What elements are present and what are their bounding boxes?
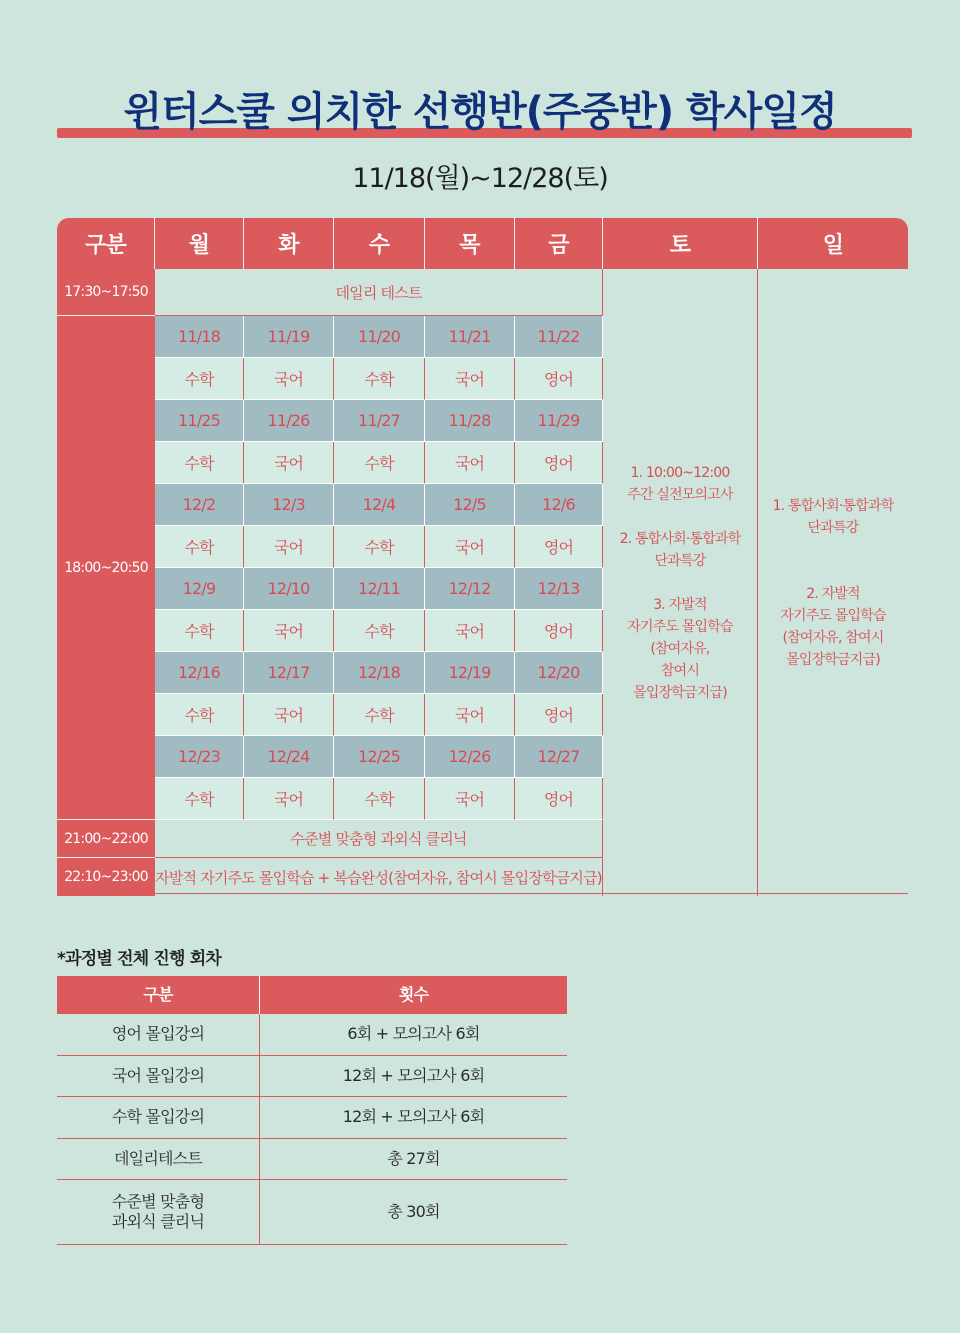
date-cell: 12/2	[155, 484, 244, 526]
date-cell: 11/19	[244, 316, 334, 358]
clinic-cell: 수준별 맞춤형 과외식 클리닉	[155, 820, 603, 858]
subject-cell: 수학	[334, 778, 425, 820]
page-title: 윈터스쿨 의치한 선행반(주중반) 학사일정	[123, 89, 837, 135]
subject-cell: 국어	[244, 358, 334, 400]
count-row-times: 총 27회	[260, 1139, 567, 1181]
subject-cell: 수학	[155, 442, 244, 484]
date-cell: 12/9	[155, 568, 244, 610]
subject-cell: 영어	[515, 358, 603, 400]
date-cell: 11/22	[515, 316, 603, 358]
subject-cell: 수학	[155, 526, 244, 568]
count-row-times: 12회 + 모의고사 6회	[260, 1056, 567, 1098]
date-cell: 11/27	[334, 400, 425, 442]
count-table-note: *과정별 전체 진행 회차	[57, 949, 222, 969]
time-slot-4: 22:10~23:00	[57, 858, 155, 896]
date-cell: 11/29	[515, 400, 603, 442]
date-cell: 12/26	[425, 736, 515, 778]
header-category: 구분	[57, 218, 155, 269]
subject-cell: 국어	[244, 526, 334, 568]
subject-cell: 영어	[515, 442, 603, 484]
date-cell: 12/24	[244, 736, 334, 778]
subject-cell: 수학	[334, 694, 425, 736]
count-header-times: 횟수	[260, 976, 567, 1014]
date-cell: 12/5	[425, 484, 515, 526]
date-cell: 12/3	[244, 484, 334, 526]
date-cell: 12/16	[155, 652, 244, 694]
date-cell: 11/21	[425, 316, 515, 358]
subject-cell: 국어	[425, 526, 515, 568]
count-row-category: 데일리테스트	[57, 1139, 260, 1181]
subject-cell: 수학	[155, 358, 244, 400]
subject-cell: 수학	[334, 442, 425, 484]
saturday-program: 1. 10:00~12:00 주간 실전모의고사 2. 통합사회·통합과학 단과특강 3. 자발적 자기주도 몰입학습 (참여자유, 참여시 몰입장학금지급)	[603, 269, 758, 896]
session-count-table	[57, 976, 567, 1245]
subject-cell: 영어	[515, 694, 603, 736]
self-study-cell: 자발적 자기주도 몰입학습 + 복습완성(참여자유, 참여시 몰입장학금지급)	[155, 858, 603, 896]
date-cell: 12/12	[425, 568, 515, 610]
time-slot-1: 17:30~17:50	[57, 269, 155, 316]
title-block	[0, 78, 960, 148]
subject-cell: 국어	[425, 442, 515, 484]
subject-cell: 국어	[425, 694, 515, 736]
sunday-program: 1. 통합사회·통합과학 단과특강 2. 자발적 자기주도 몰입학습 (참여자유, 참여시 몰입장학금지급)	[772, 497, 894, 668]
subject-cell: 수학	[334, 526, 425, 568]
subject-cell: 영어	[515, 610, 603, 652]
time-slot-2: 18:00~20:50	[57, 316, 155, 820]
date-cell: 12/10	[244, 568, 334, 610]
time-slot-3: 21:00~22:00	[57, 820, 155, 858]
count-row-category: 수준별 맞춤형 과외식 클리닉	[57, 1180, 260, 1245]
date-cell: 12/25	[334, 736, 425, 778]
subject-cell: 수학	[334, 610, 425, 652]
date-cell: 12/20	[515, 652, 603, 694]
count-row-category: 수학 몰입강의	[57, 1097, 260, 1139]
count-row-category: 국어 몰입강의	[57, 1056, 260, 1098]
date-range: 11/18(월)~12/28(토)	[352, 163, 608, 194]
count-row-category: 영어 몰입강의	[57, 1014, 260, 1056]
date-cell: 12/4	[334, 484, 425, 526]
daily-test-cell: 데일리 테스트	[155, 269, 603, 316]
header-sat: 토	[603, 218, 758, 269]
date-cell: 11/25	[155, 400, 244, 442]
date-cell: 11/26	[244, 400, 334, 442]
count-header-category: 구분	[57, 976, 260, 1014]
date-cell: 12/13	[515, 568, 603, 610]
subject-cell: 영어	[515, 778, 603, 820]
subject-cell: 국어	[244, 442, 334, 484]
subject-cell: 국어	[425, 778, 515, 820]
subject-cell: 국어	[244, 778, 334, 820]
header-sun: 일	[758, 218, 908, 269]
date-cell: 11/20	[334, 316, 425, 358]
count-row-times: 12회 + 모의고사 6회	[260, 1097, 567, 1139]
header-fri: 금	[515, 218, 603, 269]
count-row-times: 6회 + 모의고사 6회	[260, 1014, 567, 1056]
header-mon: 월	[155, 218, 244, 269]
header-tue: 화	[244, 218, 334, 269]
header-thu: 목	[425, 218, 515, 269]
date-cell: 12/27	[515, 736, 603, 778]
subject-cell: 수학	[155, 778, 244, 820]
subject-cell: 영어	[515, 526, 603, 568]
date-cell: 12/23	[155, 736, 244, 778]
subject-cell: 수학	[155, 694, 244, 736]
date-cell: 12/19	[425, 652, 515, 694]
subject-cell: 수학	[155, 610, 244, 652]
date-cell: 12/17	[244, 652, 334, 694]
date-cell: 12/11	[334, 568, 425, 610]
subject-cell: 국어	[244, 694, 334, 736]
schedule-table	[57, 218, 908, 894]
header-wed: 수	[334, 218, 425, 269]
date-cell: 12/18	[334, 652, 425, 694]
subject-cell: 수학	[334, 358, 425, 400]
date-cell: 11/28	[425, 400, 515, 442]
count-row-times: 총 30회	[260, 1180, 567, 1245]
date-cell: 12/6	[515, 484, 603, 526]
date-cell: 11/18	[155, 316, 244, 358]
subject-cell: 국어	[244, 610, 334, 652]
subject-cell: 국어	[425, 610, 515, 652]
subject-cell: 국어	[425, 358, 515, 400]
